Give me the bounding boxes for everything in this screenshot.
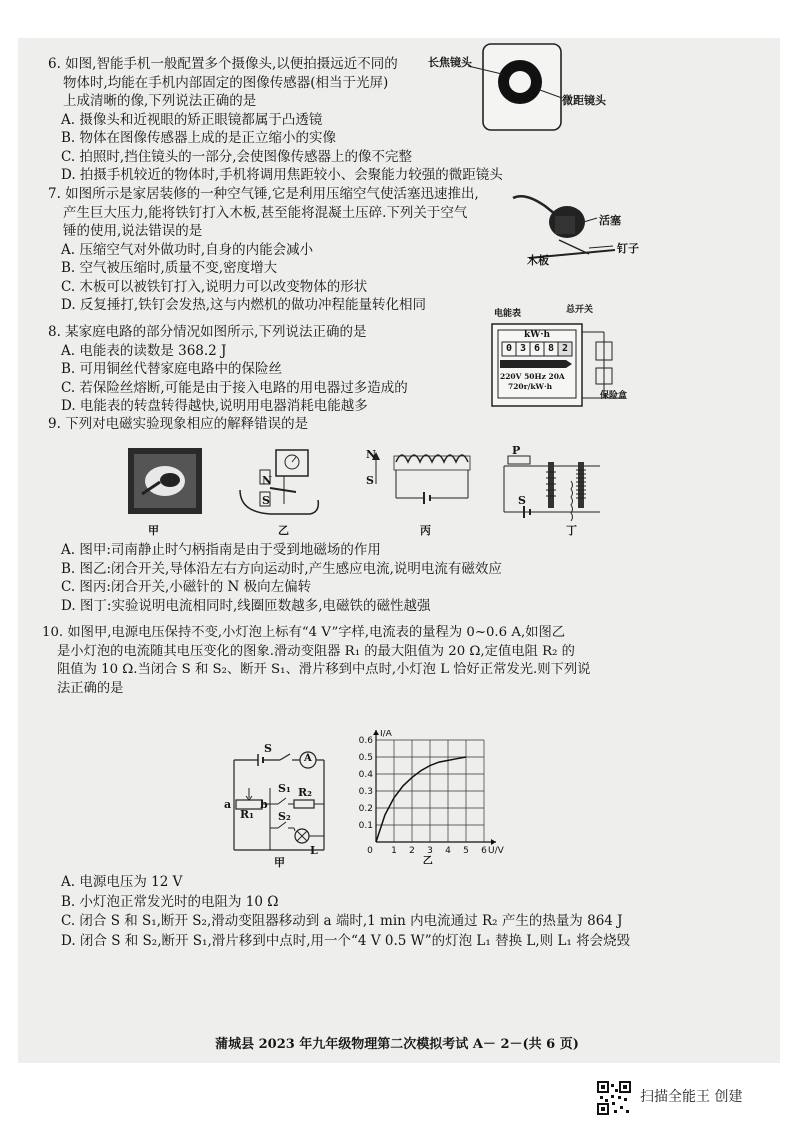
ammeter-label: A: [304, 753, 312, 764]
y-tick-label: 0.1: [358, 821, 373, 831]
figure-bing-caption: 丙: [420, 524, 431, 537]
q6-line: 物体时,均能在手机内部固定的图像传感器(相当于光屏): [63, 74, 389, 91]
terminal-a-label: a: [224, 798, 232, 811]
q7-line: 锤的使用,说法错误的是: [63, 223, 203, 239]
tele-lens-label: 长焦镜头: [428, 56, 472, 69]
iu-curve: [376, 757, 466, 842]
q6-option-b: B. 物体在图像传感器上成的是正立缩小的实像: [61, 130, 337, 146]
sinan-figure: [128, 448, 202, 514]
x-tick-label: 4: [445, 846, 451, 856]
q6-line: 6. 如图,智能手机一般配置多个摄像头,以便拍摄远近不同的: [48, 56, 398, 72]
q6-option-d: D. 拍摄手机较近的物体时,手机将调用焦距较小、会聚能力较强的微距镜头: [61, 167, 503, 183]
lamp-l-label: L: [310, 844, 318, 857]
q10-option-b: B. 小灯泡正常发光时的电阻为 10 Ω: [61, 893, 279, 910]
q8-option-a: A. 电能表的读数是 368.2 J: [61, 342, 227, 359]
nail-label: 钉子: [617, 242, 639, 255]
iu-chart-svg: [340, 730, 510, 864]
figure-ding-caption: 丁: [566, 524, 577, 537]
meter-spec: 220V 50Hz 20A: [500, 372, 565, 381]
q8-option-b: B. 可用铜丝代替家庭电路中的保险丝: [61, 361, 283, 377]
question-10: [42, 624, 590, 698]
q10-line: 10. 如图甲,电源电压保持不变,小灯泡上标有“4 V”字样,电流表的量程为 0~0.6 A,如图乙: [42, 625, 566, 640]
q7-option-d: D. 反复捶打,铁钉会发热,这与内燃机的做功冲程能量转化相同: [61, 297, 427, 313]
y-tick-label: 0.4: [358, 770, 373, 780]
q10-option-d: D. 闭合 S 和 S₂,断开 S₁,滑片移到中点时,用一个“4 V 0.5 W”的灯泡 L₁ 替换 L,则 L₁ 将会烧毁: [61, 932, 631, 949]
board-label: 木板: [527, 254, 549, 267]
circuit-diagram: [220, 738, 330, 868]
q7-option-b: B. 空气被压缩时,质量不变,密度增大: [61, 260, 278, 276]
meter-digit: 2: [561, 343, 569, 354]
y-tick-label: 0.3: [358, 787, 373, 797]
qr-code-icon: [596, 1080, 632, 1116]
compass-n-label: N: [366, 448, 377, 461]
meter-digit: 3: [519, 343, 527, 354]
scanner-text: 扫描全能王 创建: [640, 1089, 743, 1105]
meter-digit: 8: [547, 343, 555, 354]
page-footer: 蒲城县 2023 年九年级物理第二次模拟考试 A－ 2－(共 6 页): [215, 1037, 579, 1052]
q9-figures: [120, 442, 620, 540]
induction-figure: [240, 450, 318, 514]
slider-p-label: P: [512, 444, 521, 457]
q10-line: 是小灯泡的电流随其电压变化的图象.滑动变阻器 R₁ 的最大阻值为 20 Ω,定值电阻 R₂ 的: [57, 643, 575, 659]
x-tick-label: 1: [391, 846, 397, 856]
question-7: [48, 185, 479, 315]
phone-camera-figure: [428, 40, 608, 135]
q9-option-a: A. 图甲:司南静止时勺柄指南是由于受到地磁场的作用: [61, 542, 381, 558]
magnet-s-label: S: [262, 494, 270, 507]
q6-option-a: A. 摄像头和近视眼的矫正眼镜都属于凸透镜: [61, 111, 323, 128]
piston-label: 活塞: [599, 214, 621, 227]
q10-option-c: C. 闭合 S 和 S₁,断开 S₂,滑动变阻器移动到 a 端时,1 min 内电流通过 R₂ 产生的热量为 864 J: [61, 913, 623, 929]
electric-meter-figure: [486, 302, 631, 410]
q10-option-a: A. 电源电压为 12 V: [61, 874, 183, 890]
solenoid-figure: [372, 452, 470, 504]
q10-line: 阻值为 10 Ω.当闭合 S 和 S₂、断开 S₁、滑片移到中点时,小灯泡 L 恰好正常发光.则下列说: [57, 662, 591, 677]
q6-option-c: C. 拍照时,挡住镜头的一部分,会使图像传感器上的像不完整: [61, 148, 413, 165]
electromagnet-figure: [504, 456, 600, 521]
q9-option-b: B. 图乙:闭合开关,导体沿左右方向运动时,产生感应电流,说明电流有磁效应: [61, 560, 502, 577]
q7-option-c: C. 木板可以被铁钉打入,说明力可以改变物体的形状: [61, 278, 368, 295]
q6-line: 上成清晰的像,下列说法正确的是: [63, 93, 257, 109]
question-8: [48, 323, 408, 416]
iu-chart: [340, 730, 510, 864]
question-9: [48, 415, 308, 434]
q9-line: 9. 下列对电磁实验现象相应的解释错误的是: [48, 416, 309, 432]
figure-yi-caption: 乙: [278, 524, 289, 537]
fuse-box-label: 保险盒: [600, 391, 628, 401]
x-axis-arrow: [491, 839, 496, 845]
meter-digit: 0: [505, 343, 513, 354]
y-tick-label: 0.5: [358, 753, 373, 763]
scanner-watermark: [596, 1080, 786, 1116]
switch-s1-label: S₁: [278, 782, 291, 795]
air-hammer-figure: [505, 188, 645, 268]
resistor-r2-label: R₂: [298, 786, 312, 799]
x-tick-label: 3: [427, 846, 433, 856]
meter-digit: 6: [533, 343, 541, 354]
magnet-n-label: N: [262, 474, 273, 487]
meter-rate: 720r/kW·h: [508, 382, 553, 391]
meter-reading: [502, 342, 572, 356]
main-switch-label: 总开关: [566, 305, 594, 315]
y-tick-label: 0.2: [358, 804, 373, 814]
y-tick-label: 0.6: [358, 736, 373, 746]
x-tick-label: 0: [367, 846, 373, 856]
x-tick-label: 5: [463, 846, 469, 856]
terminal-b-label: b: [260, 798, 268, 811]
x-tick-label: 2: [409, 846, 415, 856]
meter-unit: kW·h: [524, 330, 551, 340]
question-10-options: [48, 873, 630, 951]
circuit-caption: 甲: [274, 856, 285, 869]
switch-s-label: S: [518, 494, 526, 507]
q9-option-c: C. 图丙:闭合开关,小磁针的 N 极向左偏转: [61, 579, 312, 595]
y-axis-label: I/A: [380, 730, 392, 739]
compass-s-label: S: [366, 474, 374, 487]
q7-line: 产生巨大压力,能将铁钉打入木板,甚至能将混凝土压碎.下列关于空气: [63, 204, 468, 221]
switch-s-label: S: [264, 742, 272, 755]
switch-s2-label: S₂: [278, 810, 291, 823]
x-tick-label: 6: [481, 846, 487, 856]
q8-line: 8. 某家庭电路的部分情况如图所示,下列说法正确的是: [48, 324, 367, 340]
macro-lens-label: 微距镜头: [562, 94, 606, 107]
q7-line: 7. 如图所示是家居装修的一种空气锤,它是利用压缩空气使活塞迅速推出,: [48, 186, 479, 202]
q7-option-a: A. 压缩空气对外做功时,自身的内能会减小: [61, 241, 314, 258]
x-axis-label: U/V: [488, 846, 504, 856]
q9-option-d: D. 图丁:实验说明电流相同时,线圈匝数越多,电磁铁的磁性越强: [61, 597, 431, 614]
resistor-r1-label: R₁: [240, 808, 254, 821]
q8-option-c: C. 若保险丝熔断,可能是由于接入电路的用电器过多造成的: [61, 379, 408, 396]
figure-jia-caption: 甲: [148, 524, 159, 537]
q8-option-d: D. 电能表的转盘转得越快,说明用电器消耗电能越多: [61, 398, 368, 414]
chart-caption: 乙: [422, 856, 433, 864]
q10-line: 法正确的是: [57, 680, 124, 696]
meter-label: 电能表: [494, 309, 522, 319]
y-axis-arrow: [373, 730, 379, 735]
question-9-options: [48, 541, 502, 615]
